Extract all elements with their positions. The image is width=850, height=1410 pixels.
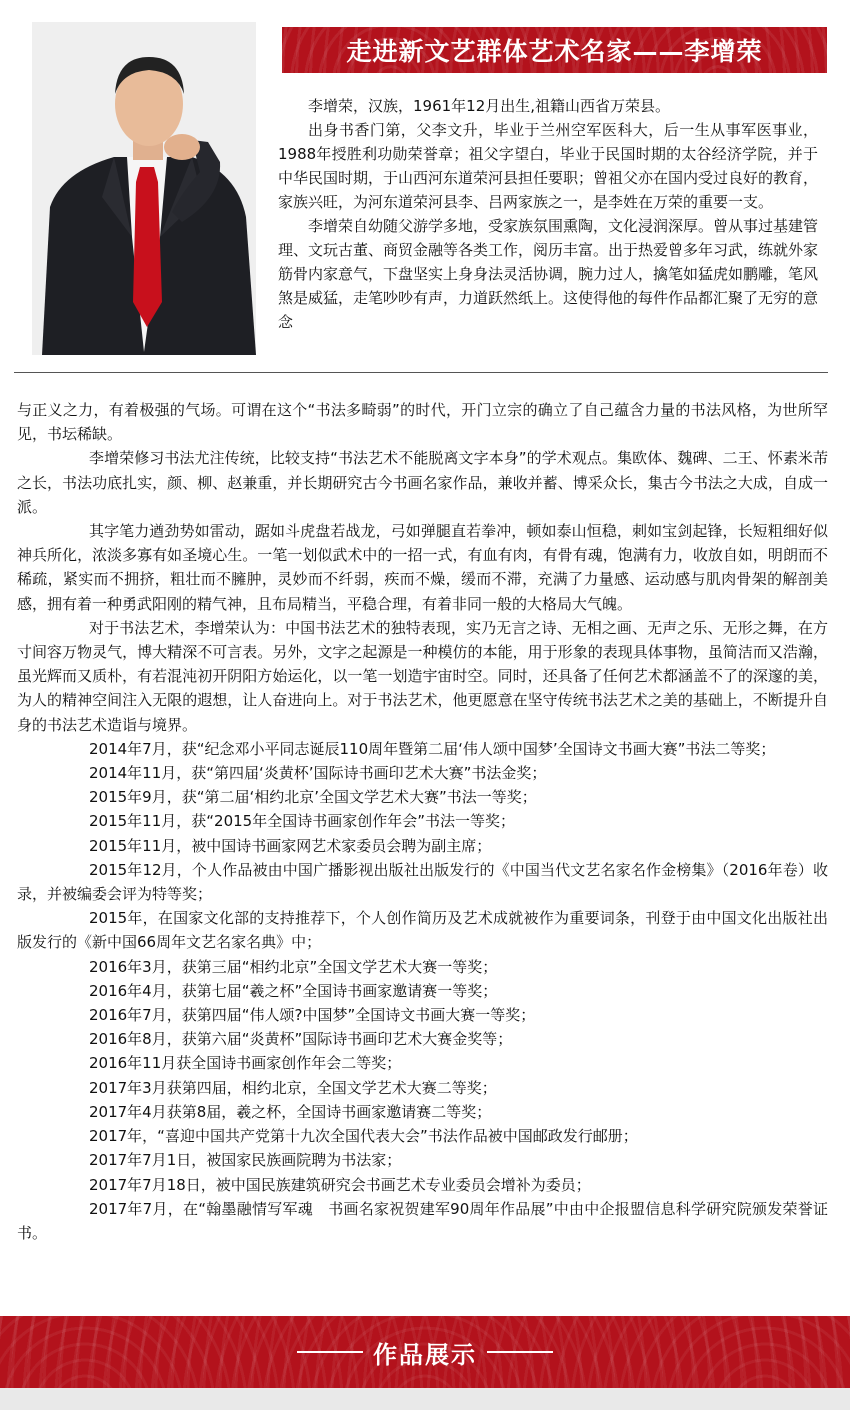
body-paragraph: 其字笔力遒劲势如雷动，踞如斗虎盘若战龙，弓如弹腿直若拳冲，顿如泰山恒稳，刺如宝剑起锋，长短粗细好似神兵所化，浓淡多寡有如圣境心生。一笔一划似武术中的一招一式，有血有肉，有骨有魂，饱满有力，收放自如，明朗而不稀疏，紧实而不拥挤，粗壮而不臃肿，灵妙而不纤弱，疾而不燥，缓而不滞，充满了力量感、运动感与肌肉骨架的解剖美感，拥有着一种勇武阳刚的精气神，且布局精当，平稳合理，有着非同一般的大格局大气魄。 xyxy=(17,522,828,613)
banner-line-right xyxy=(487,1351,553,1353)
body-paragraph: 2015年，在国家文化部的支持推荐下，个人创作简历及艺术成就被作为重要词条，刊登于由中国文化出版社出版发行的《新中国66周年文艺名家名典》中； xyxy=(17,909,828,952)
works-heading: 作品展示 xyxy=(373,1339,477,1369)
body-paragraph: 2016年3月，获第三届“相约北京”全国文学艺术大赛一等奖； xyxy=(89,957,498,976)
body-paragraph: 2015年9月，获“第二届‘相约北京’全国文学艺术大赛”书法一等奖； xyxy=(89,788,537,807)
body-paragraph: 2014年11月，获“第四届‘炎黄杯’国际诗书画印艺术大赛”书法金奖； xyxy=(89,764,547,783)
body-paragraph: 2015年11月，被中国诗书画家网艺术家委员会聘为副主席； xyxy=(89,836,492,855)
banner-line-left xyxy=(297,1351,363,1353)
body-paragraph: 2017年，“喜迎中国共产党第十九次全国代表大会”书法作品被中国邮政发行邮册； xyxy=(89,1127,638,1146)
body-paragraph: 2017年3月获第四届，相约北京，全国文学艺术大赛二等奖； xyxy=(89,1078,497,1097)
title-banner xyxy=(282,27,827,73)
body-paragraph: 2017年4月获第8届，羲之杯，全国诗书画家邀请赛二等奖； xyxy=(89,1102,492,1121)
intro-section xyxy=(278,94,818,334)
portrait-photo xyxy=(32,22,256,355)
biography-body xyxy=(17,398,828,1245)
body-paragraph: 2017年7月1日，被国家民族画院聘为书法家； xyxy=(89,1151,402,1170)
body-paragraph: 2016年4月，获第七届“羲之杯”全国诗书画家邀请赛一等奖； xyxy=(89,981,498,1000)
body-paragraph: 2017年7月，在“翰墨融情写军魂 书画名家祝贺建军90周年作品展”中由中企报盟信息科学研究院颁发荣誉证书。 xyxy=(17,1199,828,1242)
intro-paragraph: 李增荣自幼随父游学多地，受家族氛围熏陶，文化浸润深厚。曾从事过基建管理、文玩古董、商贸金融等各类工作，阅历丰富。出于热爱曾多年习武，练就外家筋骨内家意气，下盘坚实上身身法灵活协调，腕力过人，擒笔如猛虎如鹏雕，笔风煞是威猛，走笔吵吵有声，力道跃然纸上。这使得他的每件作品都汇聚了无穷的意念 xyxy=(278,217,819,331)
body-paragraph: 2016年8月，获第六届“炎黄杯”国际诗书画印艺术大赛金奖等； xyxy=(89,1030,513,1049)
bottom-strip xyxy=(0,1388,850,1410)
page-title: 走进新文艺群体艺术名家——李增荣 xyxy=(346,37,763,66)
body-paragraph: 2015年12月，个人作品被由中国广播影视出版社出版发行的《中国当代文艺名家名作金榜集》（2016年卷）收录，并被编委会评为特等奖； xyxy=(17,860,828,904)
works-banner xyxy=(0,1316,850,1388)
body-paragraph: 对于书法艺术，李增荣认为：中国书法艺术的独特表现，实乃无言之诗、无相之画、无声之乐、无形之舞，在方寸间容万物灵气，博大精深不可言表。另外，文字之起源是一种模仿的本能，用于形象的表现具体事物，虽简洁而又浩瀚，虽光辉而又质朴，有若混沌初开阴阳方始运化，以一笔一划造宇宙时空。同时，还具备了任何艺术都涵盖不了的深邃的美，为人的精神空间注入无限的遐想，让人奋进向上。对于书法艺术，他更愿意在坚守传统书法艺术之美的基础上，不断提升自身的书法艺术造诣与境界。 xyxy=(17,618,828,734)
intro-paragraph: 出身书香门第，父李文升，毕业于兰州空军医科大，后一生从事军医事业，1988年授胜利功勋荣誉章；祖父字望白，毕业于民国时期的太谷经济学院，并于中华民国时期，于山西河东道荣河县担任要职；曾祖父亦在国内受过良好的教育，家族兴旺，为河东道荣河县李、吕两家族之一，是李姓在万荣的重要一支。 xyxy=(278,121,819,211)
body-paragraph: 李增荣修习书法尤注传统，比较支持“书法艺术不能脱离文字本身”的学术观点。集欧体、魏碑、二王、怀素米芾之长，书法功底扎实，颜、柳、赵兼重，并长期研究古今书画名家作品，兼收并蓄、博采众长，集古今书法之大成，自成一派。 xyxy=(17,449,828,516)
portrait-illustration xyxy=(32,22,256,355)
body-paragraph: 2015年11月，获“2015年全国诗书画家创作年会”书法一等奖； xyxy=(89,812,515,831)
body-paragraph: 2016年7月，获第四届“伟人颂?中国梦”全国诗文书画大赛一等奖； xyxy=(89,1006,536,1025)
section-divider xyxy=(14,372,828,373)
body-paragraph: 与正义之力，有着极强的气场。可谓在这个“书法多畸弱”的时代，开门立宗的确立了自己蕴含力量的书法风格，为世所罕见，书坛稀缺。 xyxy=(17,401,828,444)
body-paragraph: 2017年7月18日，被中国民族建筑研究会书画艺术专业委员会增补为委员； xyxy=(89,1175,591,1194)
body-paragraph: 2014年7月，获“纪念邓小平同志诞辰110周年暨第二届‘伟人颂中国梦’全国诗文书画大赛”书法二等奖； xyxy=(89,739,776,758)
intro-paragraph: 李增荣，汉族，1961年12月出生,祖籍山西省万荣县。 xyxy=(308,97,671,115)
body-paragraph: 2016年11月获全国诗书画家创作年会二等奖； xyxy=(89,1054,402,1073)
